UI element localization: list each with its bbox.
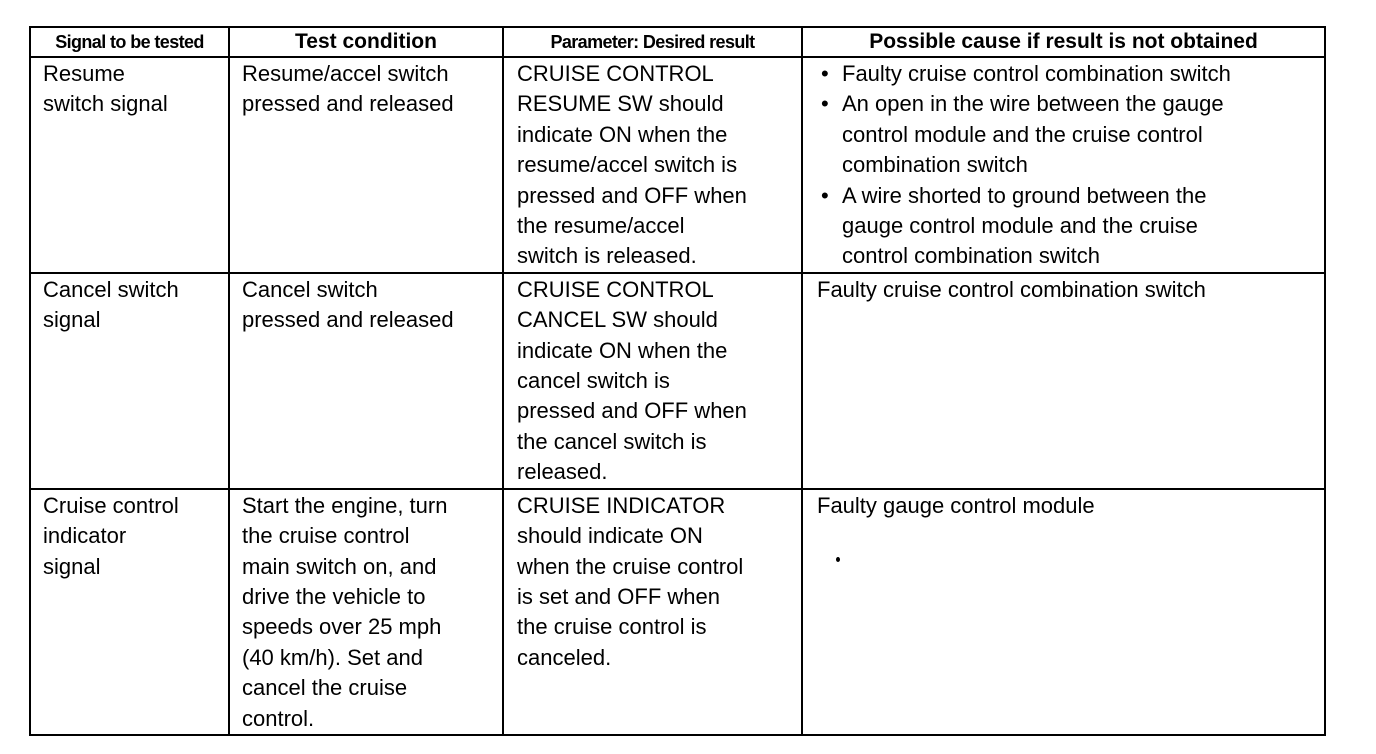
header-signal: Signal to be tested xyxy=(30,27,229,57)
parameter-text: CRUISE INDICATOR should indicate ON when the cruise control is set and OFF when the cruise control is canceled. xyxy=(517,492,744,670)
cause-cell xyxy=(802,57,1325,273)
cause-text: An open in the wire between the gauge control module and the cruise control combination switch xyxy=(842,91,1224,178)
condition-cell xyxy=(229,57,503,273)
signal-cell xyxy=(30,57,229,273)
bullet-icon: • xyxy=(821,61,829,86)
table-row xyxy=(30,57,1325,273)
signal-text: Cruise control indicator signal xyxy=(43,492,179,579)
condition-text: Start the engine, turn the cruise control main switch on, and drive the vehicle to speeds over 25 mph (40 km/h). Set and cancel the cruise control. xyxy=(242,492,448,731)
cause-list-item xyxy=(816,59,1318,89)
cause-text: Faulty cruise control combination switch xyxy=(842,61,1231,86)
header-possible-cause: Possible cause if result is not obtained xyxy=(802,27,1325,57)
cause-text: Faulty gauge control module xyxy=(817,492,1095,518)
bullet-icon: • xyxy=(821,91,829,117)
parameter-text: CRUISE CONTROL RESUME SW should indicate ON when the resume/accel switch is pressed and OFF when the resume/accel switch is released. xyxy=(517,61,747,269)
cause-cell xyxy=(802,489,1325,735)
signal-text: Cancel switch signal xyxy=(43,276,179,333)
bullet-icon: • xyxy=(821,182,829,208)
condition-text: Cancel switch pressed and released xyxy=(242,276,454,333)
document-page xyxy=(29,26,1324,736)
signal-cell xyxy=(30,273,229,489)
condition-text: Resume/accel switch pressed and released xyxy=(242,61,454,117)
header-row xyxy=(30,27,1325,57)
parameter-cell xyxy=(503,273,802,489)
signal-text: Resume switch signal xyxy=(43,61,168,117)
signal-cell xyxy=(30,489,229,735)
cause-list-item xyxy=(816,89,1318,180)
cause-text: Faulty cruise control combination switch xyxy=(817,276,1206,302)
parameter-cell xyxy=(503,57,802,273)
cause-text: A wire shorted to ground between the gauge control module and the cruise control combination switch xyxy=(842,182,1207,269)
header-parameter: Parameter: Desired result xyxy=(503,27,802,57)
table-row xyxy=(30,273,1325,489)
parameter-text: CRUISE CONTROL CANCEL SW should indicate ON when the cancel switch is pressed and OFF when the cancel switch is released. xyxy=(517,276,747,485)
parameter-cell xyxy=(503,489,802,735)
header-test-condition: Test condition xyxy=(229,27,503,57)
scan-speck xyxy=(836,557,840,562)
diagnostic-table xyxy=(29,26,1326,736)
cause-list-item xyxy=(816,181,1318,272)
condition-cell xyxy=(229,489,503,735)
cause-cell xyxy=(802,273,1325,489)
table-row xyxy=(30,489,1325,735)
condition-cell xyxy=(229,273,503,489)
cause-list xyxy=(816,59,1318,272)
